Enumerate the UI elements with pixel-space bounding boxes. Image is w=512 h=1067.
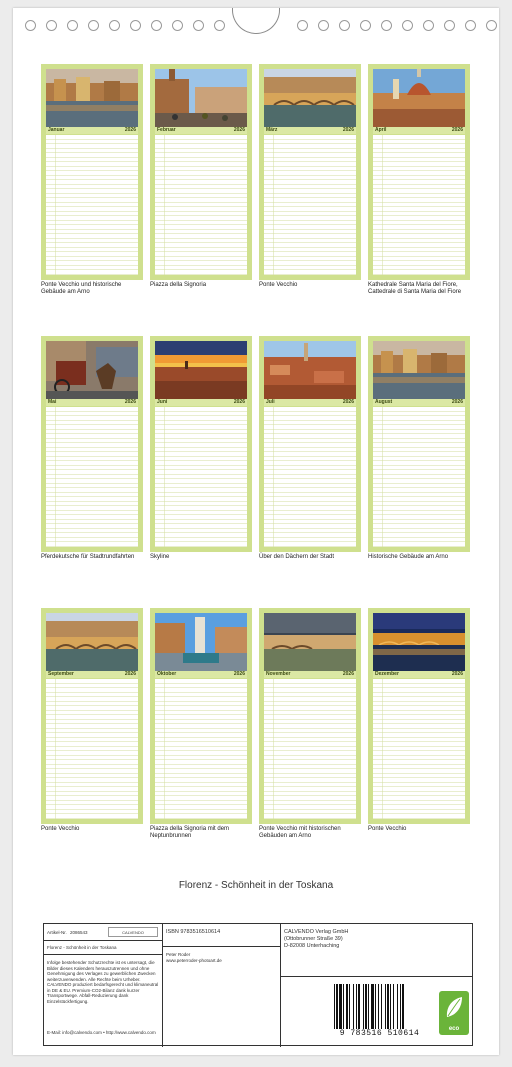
day-grid <box>46 679 138 819</box>
day-grid <box>264 679 356 819</box>
month-year: 2026 <box>124 399 136 405</box>
day-grid <box>46 407 138 547</box>
binding-hole <box>88 20 99 31</box>
month-header <box>264 671 356 678</box>
month-photo <box>264 69 356 127</box>
month-header <box>264 399 356 406</box>
binding-hole <box>318 20 329 31</box>
month-frame <box>41 608 143 824</box>
month-caption: Ponte Vecchio und historische Gebäude am Arno <box>41 282 122 295</box>
binding-hole <box>297 20 308 31</box>
binding-hole <box>423 20 434 31</box>
barcode-graphic <box>332 984 427 1029</box>
day-grid <box>155 135 247 275</box>
month-photo <box>373 69 465 127</box>
month-name: Juli <box>266 399 275 405</box>
month-caption: Skyline <box>150 554 170 560</box>
calendar-sheet <box>13 8 499 1055</box>
legal-text: Infolge bestehender Schutzrechte ist es untersagt, die Bilder dieses Kalenders herauszutrennen und ohne Genehmigung des Verlages zu gewerblichen Zwecken weiterzuverwenden. Alle Rechte beim Urheber. CALVENDO produziert bedarfsgerecht und klimaneutral in DE & EU. Premium-CO2-Bilanz dank kurzer Transportwege. Abfall-Reduzierung dank Einzelstückfertigung. <box>47 960 159 1004</box>
month-name: Oktober <box>157 671 177 677</box>
month-year: 2026 <box>451 399 463 405</box>
month-name: März <box>266 127 278 133</box>
month-name: Dezember <box>375 671 399 677</box>
imprint-footer <box>43 923 473 1046</box>
month-photo <box>46 613 138 671</box>
month-photo <box>155 341 247 399</box>
isbn-barcode <box>332 984 427 1042</box>
leaf-icon <box>444 995 464 1021</box>
month-frame <box>150 336 252 552</box>
month-frame <box>368 336 470 552</box>
month-year: 2026 <box>342 127 354 133</box>
month-year: 2026 <box>451 127 463 133</box>
binding-hole <box>402 20 413 31</box>
month-name: August <box>375 399 393 405</box>
month-header <box>46 671 138 678</box>
month-photo <box>264 613 356 671</box>
binding-hole <box>360 20 371 31</box>
month-year: 2026 <box>342 671 354 677</box>
binding-hole <box>109 20 120 31</box>
eco-badge <box>439 991 469 1035</box>
month-caption: Ponte Vecchio mit historischen Gebäuden am Arno <box>259 826 341 839</box>
day-grid <box>46 135 138 275</box>
month-caption: Piazza della Signoria mit dem Neptunbrunnen <box>150 826 230 839</box>
binding-hole <box>172 20 183 31</box>
month-caption: Ponte Vecchio <box>368 826 407 832</box>
month-frame <box>259 336 361 552</box>
month-year: 2026 <box>342 399 354 405</box>
month-year: 2026 <box>233 127 245 133</box>
binding-holes <box>13 8 499 48</box>
hanger-cutout <box>232 8 280 34</box>
calendar-title: Florenz - Schönheit in der Toskana <box>178 880 334 891</box>
eco-label: eco <box>448 1026 460 1032</box>
month-name: April <box>375 127 387 133</box>
binding-hole <box>465 20 476 31</box>
month-header <box>155 671 247 678</box>
article-label: Artikel-Nr. <box>47 930 67 935</box>
day-grid <box>373 135 465 275</box>
publisher-city: D-82008 Unterhaching <box>284 943 340 949</box>
month-header <box>373 127 465 134</box>
month-frame <box>368 608 470 824</box>
month-frame <box>150 608 252 824</box>
binding-hole <box>339 20 350 31</box>
author-url: www.peterroder-photoart.de <box>166 958 222 963</box>
binding-hole <box>381 20 392 31</box>
month-frame <box>368 64 470 280</box>
day-grid <box>264 407 356 547</box>
month-name: September <box>48 671 74 677</box>
contact-email: E-Mail: info@calvendo.com • http://www.calvendo.com <box>47 1030 156 1035</box>
month-frame <box>41 336 143 552</box>
month-header <box>373 399 465 406</box>
calvendo-logo: CALVENDO <box>108 927 158 937</box>
month-year: 2026 <box>451 671 463 677</box>
publisher-street: (Ottobrunner Straße 39) <box>284 936 343 942</box>
month-caption: Piazza della Signoria <box>150 282 207 288</box>
month-caption: Über den Dächern der Stadt <box>259 554 335 560</box>
month-photo <box>373 341 465 399</box>
binding-hole <box>25 20 36 31</box>
month-header <box>155 127 247 134</box>
binding-hole <box>151 20 162 31</box>
binding-hole <box>67 20 78 31</box>
month-caption: Kathedrale Santa Maria del Fiore, Cattedrale di Santa Maria del Fiore <box>368 282 462 295</box>
binding-hole <box>444 20 455 31</box>
month-photo <box>46 69 138 127</box>
month-header <box>155 399 247 406</box>
month-year: 2026 <box>124 671 136 677</box>
binding-hole <box>193 20 204 31</box>
month-name: Februar <box>157 127 176 133</box>
month-name: November <box>266 671 291 677</box>
month-header <box>46 127 138 134</box>
month-frame <box>150 64 252 280</box>
month-caption: Pferdekutsche für Stadtrundfahrten <box>41 554 135 560</box>
author-name: Peter Roder <box>166 952 191 957</box>
month-caption: Ponte Vecchio <box>259 282 298 288</box>
day-grid <box>373 407 465 547</box>
month-photo <box>264 341 356 399</box>
month-frame <box>259 608 361 824</box>
month-name: Juni <box>157 399 168 405</box>
month-caption: Ponte Vecchio <box>41 826 80 832</box>
article-number: 2086543 <box>70 930 88 935</box>
binding-hole <box>486 20 497 31</box>
month-header <box>46 399 138 406</box>
month-year: 2026 <box>124 127 136 133</box>
month-name: Januar <box>48 127 65 133</box>
day-grid <box>264 135 356 275</box>
isbn-text: ISBN 9783516510614 <box>166 929 221 935</box>
day-grid <box>155 407 247 547</box>
month-frame <box>259 64 361 280</box>
day-grid <box>373 679 465 819</box>
month-header <box>264 127 356 134</box>
binding-hole <box>46 20 57 31</box>
month-photo <box>46 341 138 399</box>
month-year: 2026 <box>233 399 245 405</box>
day-grid <box>155 679 247 819</box>
binding-hole <box>130 20 141 31</box>
product-line: Florenz - Schönheit in der Toskana <box>47 945 117 950</box>
month-name: Mai <box>48 399 57 405</box>
month-photo <box>155 69 247 127</box>
month-photo <box>155 613 247 671</box>
month-frame <box>41 64 143 280</box>
binding-hole <box>214 20 225 31</box>
month-year: 2026 <box>233 671 245 677</box>
publisher-name: CALVENDO Verlag GmbH <box>284 929 349 935</box>
month-header <box>373 671 465 678</box>
month-photo <box>373 613 465 671</box>
month-caption: Historische Gebäude am Arno <box>368 554 449 560</box>
barcode-digits: 9 783516 510614 <box>339 1029 420 1038</box>
